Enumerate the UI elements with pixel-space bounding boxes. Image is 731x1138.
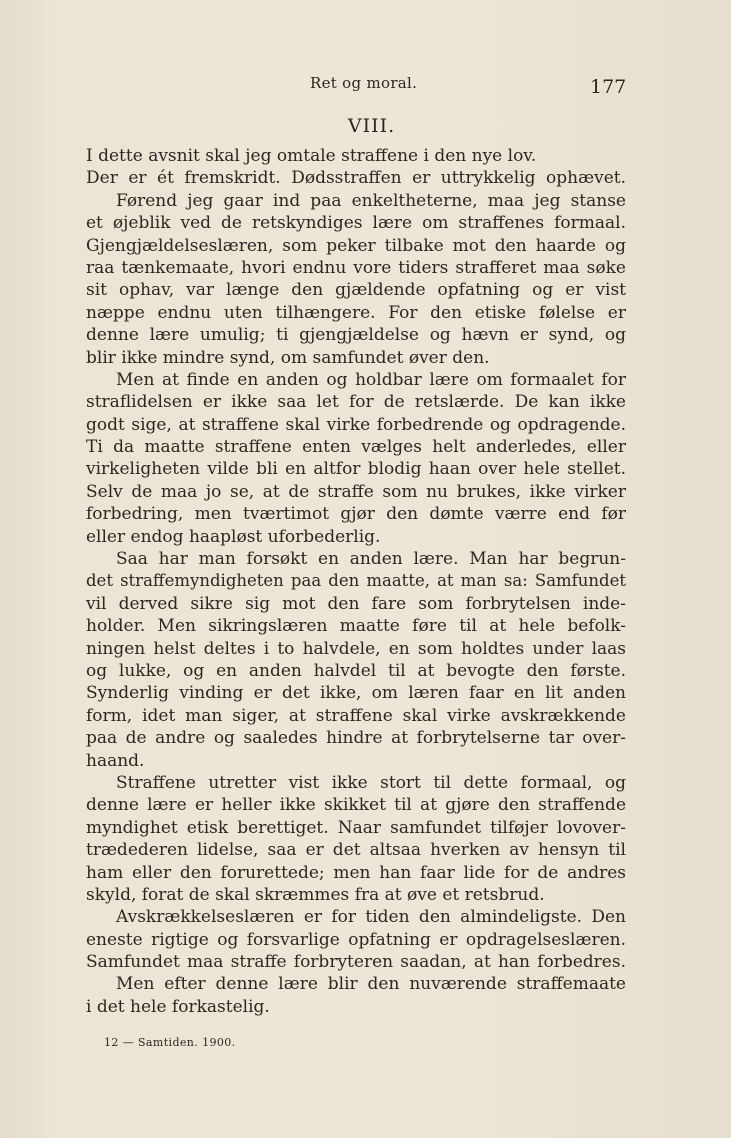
text-line: virkeligheten vilde bli en altfor blodig haan over hele stellet. xyxy=(86,459,626,480)
page-number: 177 xyxy=(590,76,627,98)
text-line: denne lære umulig; ti gjengjældelse og hævn er synd, og xyxy=(86,325,626,346)
text-line: Avskrækkelseslæren er for tiden den almindeligste. Den xyxy=(116,907,626,928)
text-line: skyld, forat de skal skræmmes fra at øve et retsbrud. xyxy=(86,884,545,905)
text-line: haand. xyxy=(86,750,145,771)
text-line: i det hele forkastelig. xyxy=(86,996,270,1017)
text-line: det straffemyndigheten paa den maatte, at man sa: Samfundet xyxy=(86,571,626,591)
text-line: straflidelsen er ikke saa let for de retslærde. De kan ikke xyxy=(86,392,626,413)
text-line: myndighet etisk berettiget. Naar samfundet tilføjer lovover- xyxy=(86,817,626,838)
text-line: eller endog haapløst uforbederlig. xyxy=(86,526,381,547)
text-line: Straffene utretter vist ikke stort til dette formaal, og xyxy=(116,772,626,793)
text-line: Der er ét fremskridt. Dødsstraffen er uttrykkelig ophævet. xyxy=(86,168,626,189)
text-line: Saa har man forsøkt en anden lære. Man har begrun- xyxy=(116,549,626,570)
text-line: ham eller den forurettede; men han faar lide for de andres xyxy=(86,862,626,883)
text-line: blir ikke mindre synd, om samfundet øver den. xyxy=(86,347,490,368)
text-line: eneste rigtige og forsvarlige opfatning er opdragelseslæren. xyxy=(86,929,626,950)
text-line: raa tænkemaate, hvori endnu vore tiders strafferet maa søke xyxy=(86,257,626,278)
text-line: godt sige, at straffene skal virke forbedrende og opdragende. xyxy=(86,414,626,435)
text-line: Synderlig vinding er det ikke, om læren faar en lit anden xyxy=(86,683,626,704)
body-text xyxy=(86,145,626,1018)
text-line: holder. Men sikringslæren maatte føre til at hele befolk- xyxy=(86,616,626,637)
text-line: ningen helst deltes i to halvdele, en som holdtes under laas xyxy=(86,638,626,659)
chapter-heading: VIII. xyxy=(347,115,396,137)
text-line: Gjengjældelseslæren, som peker tilbake mot den haarde og xyxy=(86,235,626,256)
text-line: Men at finde en anden og holdbar lære om formaalet for xyxy=(116,369,626,390)
text-line: et øjeblik ved de retskyndiges lære om straffenes formaal. xyxy=(86,213,626,234)
text-line: næppe endnu uten tilhængere. For den etiske følelse er xyxy=(86,302,626,323)
running-title: Ret og moral. xyxy=(310,74,418,92)
text-line: sit ophav, var længe den gjældende opfatning og er vist xyxy=(86,280,626,301)
text-line: I dette avsnit skal jeg omtale straffene i den nye lov. xyxy=(86,146,537,166)
text-line: og lukke, og en anden halvdel til at bevogte den første. xyxy=(86,660,626,681)
text-line: Ti da maatte straffene enten vælges helt anderledes, eller xyxy=(86,437,626,458)
text-line: Selv de maa jo se, at de straffe som nu brukes, ikke virker xyxy=(86,481,626,502)
text-line: Førend jeg gaar ind paa enkeltheterne, maa jeg stanse xyxy=(116,190,626,211)
signature-footnote: 12 — Samtiden. 1900. xyxy=(104,1036,236,1049)
text-line: Men efter denne lære blir den nuværende straffemaate xyxy=(116,974,626,995)
text-line: trædederen lidelse, saa er det altsaa hverken av hensyn til xyxy=(86,840,626,861)
text-line: denne lære er heller ikke skikket til at gjøre den straffende xyxy=(86,795,626,816)
text-line: Samfundet maa straffe forbryteren saadan, at han forbedres. xyxy=(86,952,626,973)
text-line: paa de andre og saaledes hindre at forbrytelserne tar over- xyxy=(86,728,626,749)
text-line: form, idet man siger, at straffene skal virke avskrækkende xyxy=(86,705,626,726)
text-line: vil derved sikre sig mot den fare som forbrytelsen inde- xyxy=(86,593,626,614)
text-line: forbedring, men tværtimot gjør den dømte værre end før xyxy=(86,504,626,525)
